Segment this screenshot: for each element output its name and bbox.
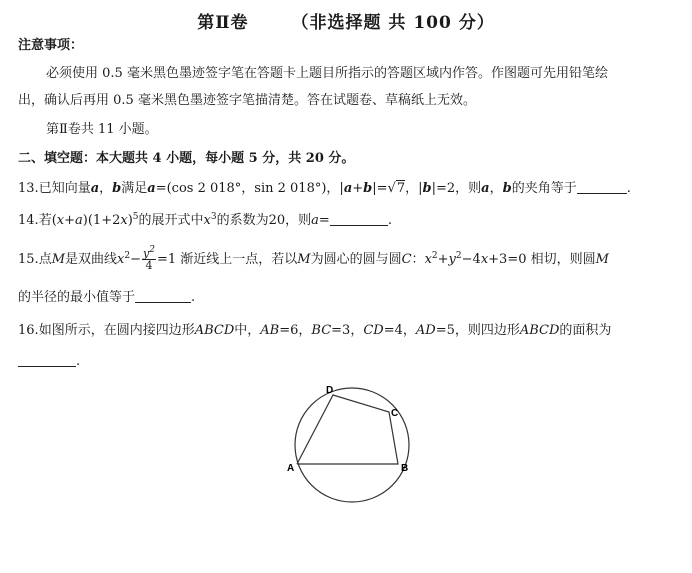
q15-text-6: ： <box>411 252 425 267</box>
q13-vector-b-2: b <box>363 181 373 196</box>
q15-exp-2: 2 <box>124 251 131 261</box>
q15-text-8: −4 <box>461 252 481 267</box>
q14-end: . <box>387 213 392 228</box>
section-each: 5 <box>248 151 258 166</box>
q15-frac-num: $y^2$ <box>143 245 155 260</box>
title-unit: 分） <box>458 13 495 33</box>
q13-vector-b: b <box>112 181 122 196</box>
question-14 <box>18 213 392 229</box>
section-mid2: 分，共 <box>262 151 302 166</box>
q13-sqrt-7: 7 <box>396 181 406 196</box>
q15-var-M: M <box>51 252 66 267</box>
question-16 <box>18 323 611 339</box>
q14-exp-3: 3 <box>210 212 217 222</box>
q16-text-3: =6， <box>279 323 312 338</box>
q14-var-a: a <box>75 213 83 228</box>
q15-var-y: y <box>448 252 456 267</box>
q13-answer-blank[interactable] <box>577 181 627 194</box>
section-title <box>0 8 692 33</box>
q16-abcd-2: ABCD <box>519 323 560 338</box>
q14-text-4: ) <box>127 213 133 228</box>
q13-text-4: ，| <box>405 181 423 196</box>
q15-exp-2b: 2 <box>431 251 438 261</box>
section-mid1: 小题，每小题 <box>166 151 245 166</box>
notice-line-3: 第Ⅱ卷共 11 小题。 <box>46 122 158 137</box>
q15-var-x: x <box>117 252 125 267</box>
q16-answer-blank[interactable] <box>18 354 76 367</box>
q16-text-1: 如图所示，在圆内接四边形 <box>38 323 195 338</box>
q14-text-3: )(1+2 <box>82 213 121 228</box>
vertex-label-D: D <box>326 385 334 396</box>
notice-heading: 注意事项： <box>18 38 84 53</box>
section-count: 4 <box>152 151 162 166</box>
q13-text-1: 已知向量 <box>38 181 91 196</box>
q16-text-7: 的面积为 <box>559 323 612 338</box>
q13-text-7: 的夹角等于 <box>511 181 577 196</box>
notice-line-1: 必须使用 0.5 毫米黑色墨迹签字笔在答题卡上题目所指示的答题区域内作答。作图题可先用铅笔绘 <box>46 66 608 81</box>
title-desc: （非选择题 共 <box>291 13 407 33</box>
q15-text-1: 点 <box>38 252 52 267</box>
q15-fraction <box>142 245 156 272</box>
q15-var-x-3: x <box>480 252 489 267</box>
q14-text-1: 若( <box>38 213 57 228</box>
section-heading <box>18 151 354 167</box>
q13-text-3: |= <box>372 181 388 196</box>
q15-text-9: +3=0 相切，则圆 <box>488 252 596 267</box>
q14-text-2: + <box>64 213 76 228</box>
q16-text-4: =3， <box>331 323 364 338</box>
q15-frac-den: 4 <box>145 259 153 272</box>
q15-text-2: 是双曲线 <box>65 252 118 267</box>
q16-cd: CD <box>363 323 384 338</box>
q15-var-x-2: x <box>424 252 432 267</box>
circumscribed-circle <box>295 388 409 502</box>
question-13: 13.已知向量a，b满足a=(cos 2 018°，sin 2 018°)，|a+b|=√7，|b|=2，则a，b的夹角等于 . <box>18 181 631 196</box>
quadrilateral-ABCD <box>297 395 398 464</box>
q13-number: 13. <box>18 181 39 196</box>
question-15-line-1 <box>18 245 609 272</box>
q15-end: . <box>191 290 196 305</box>
q14-var-a-2: a <box>311 213 319 228</box>
q16-text-6: =5，则四边形 <box>435 323 520 338</box>
cyclic-quadrilateral-figure <box>280 380 420 510</box>
question-16-line-2 <box>18 354 80 370</box>
q13-comma: ， <box>99 181 113 196</box>
q14-answer-blank[interactable] <box>330 213 388 226</box>
q14-text-7: = <box>318 213 330 228</box>
q15-answer-blank[interactable] <box>135 290 191 303</box>
question-15-line-2 <box>18 290 195 306</box>
q16-number: 16. <box>18 323 39 338</box>
q14-exp-5: 5 <box>132 212 139 222</box>
q16-end: . <box>76 354 81 369</box>
title-score: 100 <box>413 13 452 33</box>
vertex-label-B: B <box>401 463 409 474</box>
q16-ab: AB <box>260 323 280 338</box>
q16-bc: BC <box>311 323 332 338</box>
notice-line-2: 出，确认后再用 0.5 毫米黑色墨迹签字笔描清楚。答在试题卷、草稿纸上无效。 <box>18 93 476 108</box>
q14-var-x-2: x <box>120 213 128 228</box>
q14-var-x: x <box>56 213 65 228</box>
q15-line-2-text: 的半径的最小值等于 <box>18 290 136 305</box>
q14-text-6: 的系数为20，则 <box>216 213 312 228</box>
q15-var-M-2: M <box>297 252 311 267</box>
q13-plus: + <box>352 181 364 196</box>
q14-number: 14. <box>18 213 39 228</box>
q16-abcd: ABCD <box>194 323 235 338</box>
q13-vector-a-3: a <box>343 181 353 196</box>
q15-minus: − <box>130 252 142 267</box>
q15-text-5: 为圆心的圆与圆 <box>310 252 402 267</box>
q13-vector-b-3: b <box>422 181 432 196</box>
q13-vector-b-4: b <box>502 181 512 196</box>
q16-ad: AD <box>415 323 436 338</box>
q13-vector-a-2: a <box>147 181 156 196</box>
section-prefix: 二、填空题：本大题共 <box>18 151 149 166</box>
q14-var-x-3: x <box>203 213 211 228</box>
q13-text-5: |=2，则 <box>431 181 482 196</box>
section-suffix: 分。 <box>328 151 355 166</box>
q15-var-C: C <box>401 252 412 267</box>
q15-text-7: + <box>437 252 449 267</box>
vertex-label-A: A <box>287 463 295 474</box>
q14-text-5: 的展开式中 <box>138 213 204 228</box>
q13-text-2: 满足 <box>121 181 148 196</box>
q16-text-2: 中， <box>234 323 261 338</box>
q15-exp-2c: 2 <box>455 251 462 261</box>
q16-text-5: =4， <box>383 323 416 338</box>
q13-text-6: ， <box>489 181 503 196</box>
title-part: 第Ⅱ卷 <box>197 13 249 33</box>
q13-vector-a: a <box>90 181 100 196</box>
q15-number: 15. <box>18 252 39 267</box>
q13-equation: =(cos 2 018°，sin 2 018°)，| <box>155 181 344 196</box>
q15-var-M-3: M <box>595 252 609 267</box>
q15-text-4: =1 渐近线上一点，若以 <box>156 252 298 267</box>
q13-vector-a-4: a <box>481 181 490 196</box>
section-total: 20 <box>305 151 324 166</box>
vertex-label-C: C <box>391 408 399 419</box>
